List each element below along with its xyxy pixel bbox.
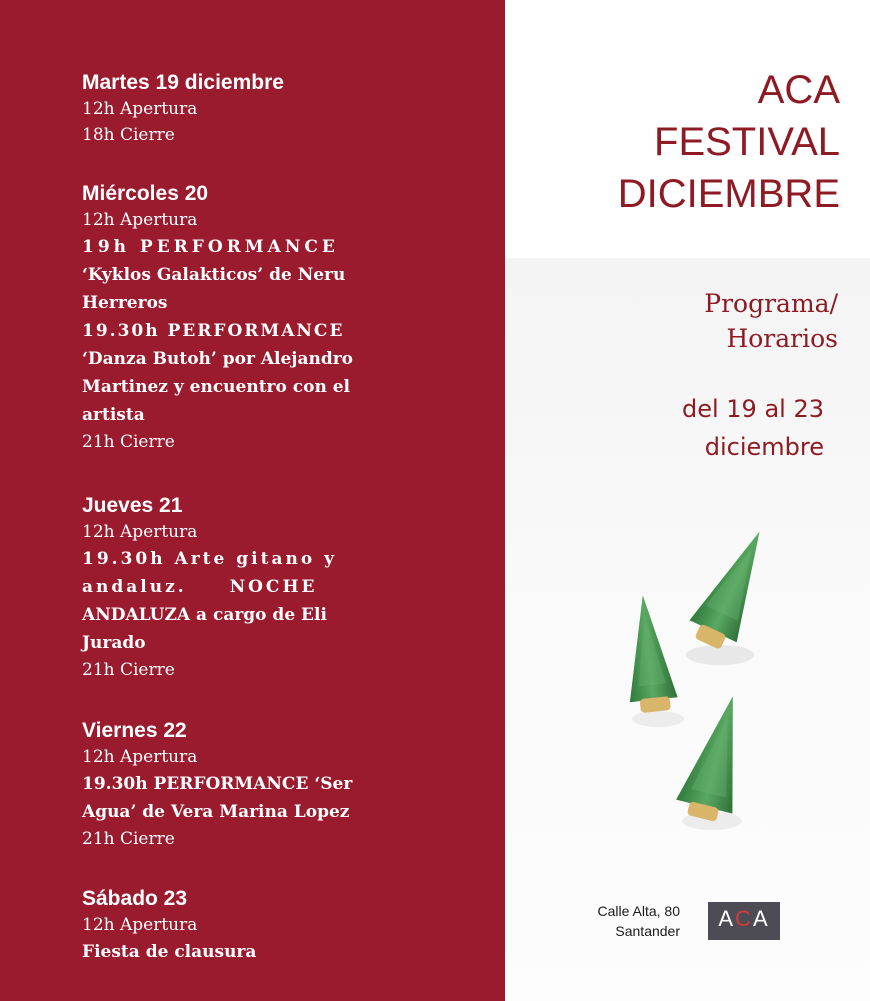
day-viernes bbox=[82, 718, 352, 852]
schedule-line: 18h Cierre bbox=[82, 125, 175, 145]
logo-letter: C bbox=[735, 906, 753, 931]
logo-letter: A bbox=[718, 906, 736, 931]
date-line: diciembre bbox=[704, 433, 824, 461]
schedule-line: 21h Cierre bbox=[82, 432, 175, 452]
event-line: andaluz. NOCHE bbox=[82, 577, 318, 597]
event-line: ANDALUZA a cargo de Eli bbox=[82, 605, 327, 625]
day-title: Miércoles 20 bbox=[82, 182, 209, 205]
festival-title-line: FESTIVAL bbox=[654, 120, 840, 164]
schedule-line: 12h Apertura bbox=[82, 747, 198, 767]
date-line: del 19 al 23 bbox=[681, 395, 824, 423]
program-line: Programa/ bbox=[704, 289, 838, 318]
day-title: Sábado 23 bbox=[82, 887, 188, 910]
day-sabado bbox=[82, 886, 256, 966]
day-martes bbox=[82, 70, 284, 148]
performance-heading: 19.30h PERFORMANCE bbox=[82, 321, 345, 341]
schedule-line: 12h Apertura bbox=[82, 210, 198, 230]
aca-logo bbox=[708, 902, 780, 940]
day-title: Martes 19 diciembre bbox=[82, 71, 284, 94]
event-line: 19.30h PERFORMANCE ‘Ser bbox=[82, 774, 353, 794]
performance-line: Herreros bbox=[82, 293, 168, 313]
day-miercoles bbox=[82, 181, 353, 455]
day-jueves bbox=[82, 493, 337, 683]
performance-line: artista bbox=[82, 405, 145, 425]
day-title: Jueves 21 bbox=[82, 494, 183, 517]
festival-title-line: DICIEMBRE bbox=[617, 172, 840, 216]
event-line: 19.30h Arte gitano y bbox=[82, 549, 337, 569]
address bbox=[598, 901, 681, 941]
event-line: Agua’ de Vera Marina Lopez bbox=[82, 802, 350, 822]
schedule-line: 12h Apertura bbox=[82, 915, 198, 935]
christmas-tree-icon bbox=[600, 515, 800, 845]
address-street: Calle Alta, 80 bbox=[597, 903, 680, 919]
festival-title-line: ACA bbox=[757, 68, 840, 112]
address-city: Santander bbox=[615, 923, 680, 939]
event-line: Jurado bbox=[82, 633, 146, 653]
festival-title bbox=[618, 64, 840, 220]
schedule-line: 12h Apertura bbox=[82, 522, 198, 542]
schedule-line: 12h Apertura bbox=[82, 99, 198, 119]
performance-line: Martinez y encuentro con el bbox=[82, 377, 351, 397]
logo-letter: A bbox=[752, 906, 770, 931]
event-line: Fiesta de clausura bbox=[82, 942, 257, 962]
performance-line: ‘Kyklos Galakticos’ de Neru bbox=[82, 265, 346, 285]
date-range bbox=[682, 390, 824, 466]
program-heading bbox=[704, 286, 838, 356]
schedule-line: 21h Cierre bbox=[82, 660, 175, 680]
day-title: Viernes 22 bbox=[82, 719, 187, 742]
performance-heading: 19h PERFORMANCE bbox=[82, 237, 339, 257]
performance-line: ‘Danza Butoh’ por Alejandro bbox=[82, 349, 354, 369]
program-line: Horarios bbox=[726, 324, 838, 353]
schedule-line: 21h Cierre bbox=[82, 829, 175, 849]
